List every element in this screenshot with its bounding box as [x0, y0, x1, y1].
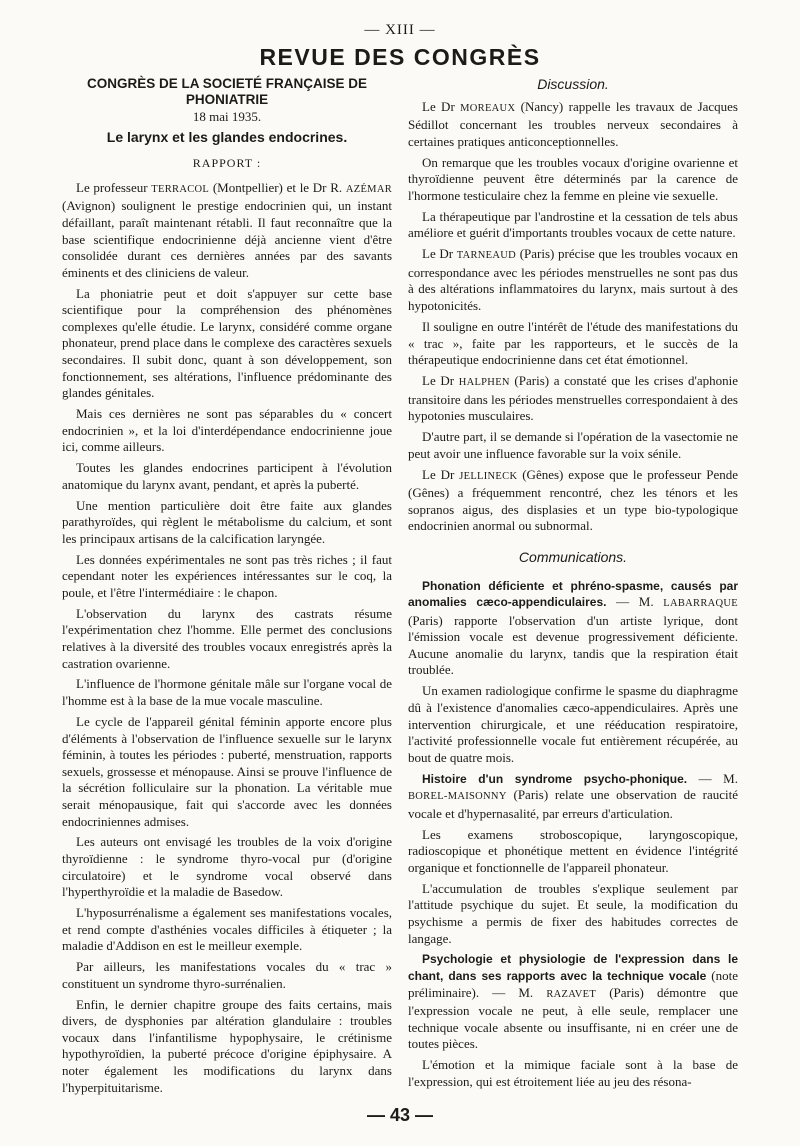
text-run: (Montpellier) et le Dr R. [209, 179, 346, 195]
page-title: REVUE DES CONGRÈS [259, 44, 541, 70]
author-name: MOREAUX [460, 102, 516, 114]
paragraph: Les auteurs ont envisagé les troubles de la voix d'origine thyroïdienne : le syndrome thyro-vocal pur (d'origine circulatoire) et le syndrome vocal observé dans l'hyperthyroïdie et la maladie de Basedow. [62, 834, 392, 900]
paragraph: Enfin, le dernier chapitre groupe des faits certains, mais divers, de dysphonies par altération glandulaire : troubles vocaux dans l'infantilisme hypophysaire, le crétinisme hypothyroïdien, la puberté précoce d'origine épiphysaire. A noter également les modifications du larynx dans l'hyperpituitarisme. [62, 996, 392, 1095]
paragraph: Le cycle de l'appareil génital féminin apporte encore plus d'éléments à l'observation de l'influence sexuelle sur le larynx féminin, à toutes les périodes : puberté, menstruation, rapports sexuels, grossesse et ménopause. Ainsi se prouve l'influence de la sécrétion folliculaire sur la phonation. La véritable mue serait ménopausique, fait qui s'accorde avec les données endocriniennes admises. [62, 713, 392, 829]
author-name: AZÉMAR [345, 183, 393, 195]
right-column [408, 76, 738, 1095]
left-paragraphs [62, 286, 392, 1097]
text-run: On remarque que les troubles vocaux d'origine ovarienne et thyroïdienne peuvent être déterminés par la carence de l'hormone testiculaire chez la femme en pleine vie sexuelle. [408, 154, 738, 203]
paragraph [408, 578, 738, 680]
text-run: (Paris) relate une observation de raucité vocale et d'hypernasalité, par erreurs d'articulation. [408, 787, 738, 821]
paragraph [408, 683, 738, 766]
author-name: TARNEAUD [456, 250, 517, 262]
paragraph [408, 429, 738, 462]
discussion-heading: Discussion. [537, 76, 609, 92]
paragraph [408, 99, 738, 151]
author-name: BOREL-MAISONNY [408, 791, 507, 803]
communication-title: Phonation déficiente et phréno-spasme, causés par anomalies cæco-appendiculaires. [408, 578, 738, 610]
text-run: (Paris) précise que les troubles vocaux en correspondance avec les périodes menstruelles ne sont pas dus à des altérations inflammatoires du larynx, mais surtout à des hypotonicités. [408, 246, 738, 314]
paragraph: Une mention particulière doit être faite aux glandes parathyroïdes, qui règlent le métabolisme du calcium, et sont les principaux artisans de la calcification laryngée. [62, 497, 392, 546]
communications-heading: Communications. [518, 548, 628, 565]
paragraph: L'influence de l'hormone génitale mâle sur l'organe vocal de l'homme est à la base de la mue vocale masculine. [62, 676, 392, 709]
article-title: Le larynx et les glandes endocrines. [106, 128, 348, 145]
text-run: (Avignon) soulignent le prestige endocrinien qui, un instant défaillant, paraît maintenant rétabli. Il faut reconnaître que la base scientifique endocrinienne déjà ancienne vient d'être consolidée durant ces dernières années par des savants éminents et des cliniciens de valeur. [62, 198, 392, 280]
text-run: Il souligne en outre l'intérêt de l'étude des manifestations du « trac », faite par les rapporteurs, et le succès de la thérapeutique endocrinienne dans cet état émotionnel. [408, 318, 738, 368]
text-run: Le Dr [422, 98, 461, 114]
paragraph [408, 771, 738, 823]
text-run: — M. [687, 770, 738, 786]
text-run: (Paris) a constaté que les crises d'aphonie transitoire dans les périodes menstruelles correspondaient à des hypotonies musculaires. [408, 372, 738, 424]
paragraph [408, 319, 738, 369]
congress-title: CONGRÈS DE LA SOCIETÉ FRANÇAISE DE PHONIATRIE [86, 76, 368, 107]
text-run: (note préliminaire). — M. [408, 968, 738, 1000]
text-run: Le Dr [422, 466, 460, 482]
text-run: Les examens stroboscopique, laryngoscopique, radioscopique et phonétique mettent en évidence l'intégrité organique et fonctionnelle de l'appareil phonateur. [408, 826, 738, 875]
author-name: TERRACOL [151, 183, 210, 195]
rapport-label: RAPPORT : [192, 156, 262, 171]
text-run: (Paris) démontre que l'expression vocale ne peut, à elle seule, remplacer une technique vocale absente ou insuffisante, ni en créer une de toutes pièces. [408, 984, 738, 1052]
paragraph [408, 155, 738, 205]
paragraph: Par ailleurs, les manifestations vocales du « trac » constituent un syndrome thyro-surrénalien. [62, 959, 392, 991]
text-run: Un examen radiologique confirme le spasme du diaphragme dû à l'existence d'anomalies cæco-appendiculaires. Après une intervention chirurgicale, et une rééducation respiratoire, l'activité professionnelle vocale fut entièrement récupérée, au bout de quatre mois. [408, 683, 738, 765]
author-name: RAZAVET [546, 988, 597, 1000]
paragraph [408, 827, 738, 877]
paragraph [62, 180, 392, 282]
text-run: Le Dr [422, 372, 459, 388]
text-run: (Paris) rapporte l'observation d'un artiste lyrique, dont l'émission vocale est devenue progressivement déficiente. Aucune anomalie du larynx, tandis que la respiration était troublée. [408, 612, 738, 678]
communication-title: Psychologie et physiologie de l'expression dans le chant, dans ses rapports avec la technique vocale [408, 952, 738, 984]
paragraph: La phoniatrie peut et doit s'appuyer sur cette base scientifique pour la compréhension des phénomènes complexes qu'elle étudie. Le larynx, considéré comme organe phonateur, prend place dans le complexe des caractères sexuels secondaires. Il subit donc, quant à son développement, son fonctionnement, ses altérations, l'influence prédominante des glandes génitales. [62, 285, 392, 401]
text-run: (Nancy) rappelle les travaux de Jacques Sédillot concernant les troubles nerveux secondaires à certaines pratiques anticonceptionnelles. [408, 98, 738, 149]
author-name: HALPHEN [458, 376, 510, 388]
discussion-paragraphs [408, 99, 738, 535]
text-run: La thérapeutique par l'androstine et la cessation de tels abus améliore et guérit d'importants troubles vocaux de cette nature. [408, 208, 738, 241]
text-run: Le Dr [422, 246, 457, 262]
page-number: — 43 — [366, 1105, 434, 1125]
paragraph [408, 467, 738, 535]
communication-title: Histoire d'un syndrome psycho-phonique. [422, 771, 688, 786]
text-run: L'émotion et la mimique faciale sont à la base de l'expression, qui est étroitement liée au jeu des résona- [408, 1057, 738, 1089]
paragraph: L'observation du larynx des castrats résume l'expérimentation chez l'homme. Elle permet des conclusions relatives à la diversité des troubles vocaux enregistrés après la castration ovarienne. [62, 605, 392, 671]
paragraph [408, 373, 738, 425]
page-roman-numeral: — XIII — [364, 22, 436, 38]
paragraph: L'hyposurrénalisme a également ses manifestations vocales, et rend compte d'asthénies vocales difficiles à étiqueter ; la maladie d'Addison en est le meilleur exemple. [62, 905, 392, 954]
paragraph: Toutes les glandes endocrines participent à l'évolution anatomique du larynx avant, pendant, et après la puberté. [62, 460, 392, 492]
text-run: L'accumulation de troubles s'explique seulement par l'attitude psychique du sujet. Et seule, la modification du psychisme a permis de fixer des habitudes correctes de langage. [408, 880, 738, 946]
left-column [62, 76, 392, 1101]
paragraph [408, 951, 738, 1053]
communications-paragraphs [408, 578, 738, 1091]
author-name: JELLINECK [459, 470, 518, 482]
text-run: (Gênes) expose que le professeur Pende (Gênes) a fréquemment rencontré, chez les ténors et les sopranos aigus, des displasies et un type bio-typologique endocrinien anormal ou subnormal. [408, 466, 738, 534]
paragraph: Les données expérimentales ne sont pas très riches ; il faut cependant noter les expériences intéressantes sur le coq, la poule, et l'être l'intermédiaire : le chapon. [62, 551, 392, 600]
text-run: Le professeur [76, 179, 152, 195]
text-run: — M. [606, 594, 664, 610]
paragraph [408, 246, 738, 314]
paragraph [408, 1057, 738, 1090]
paragraph: Mais ces dernières ne sont pas séparables du « concert endocrinien », et la loi d'interdépendance endocrinienne joue ici, comme ailleurs. [62, 406, 392, 455]
author-name: LABARRAQUE [663, 598, 738, 610]
text-run: D'autre part, il se demande si l'opération de la vasectomie ne peut avoir une influence favorable sur la voix sénile. [408, 429, 738, 461]
congress-date: 18 mai 1935. [192, 109, 262, 124]
paragraph [408, 881, 738, 947]
paragraph [408, 209, 738, 242]
